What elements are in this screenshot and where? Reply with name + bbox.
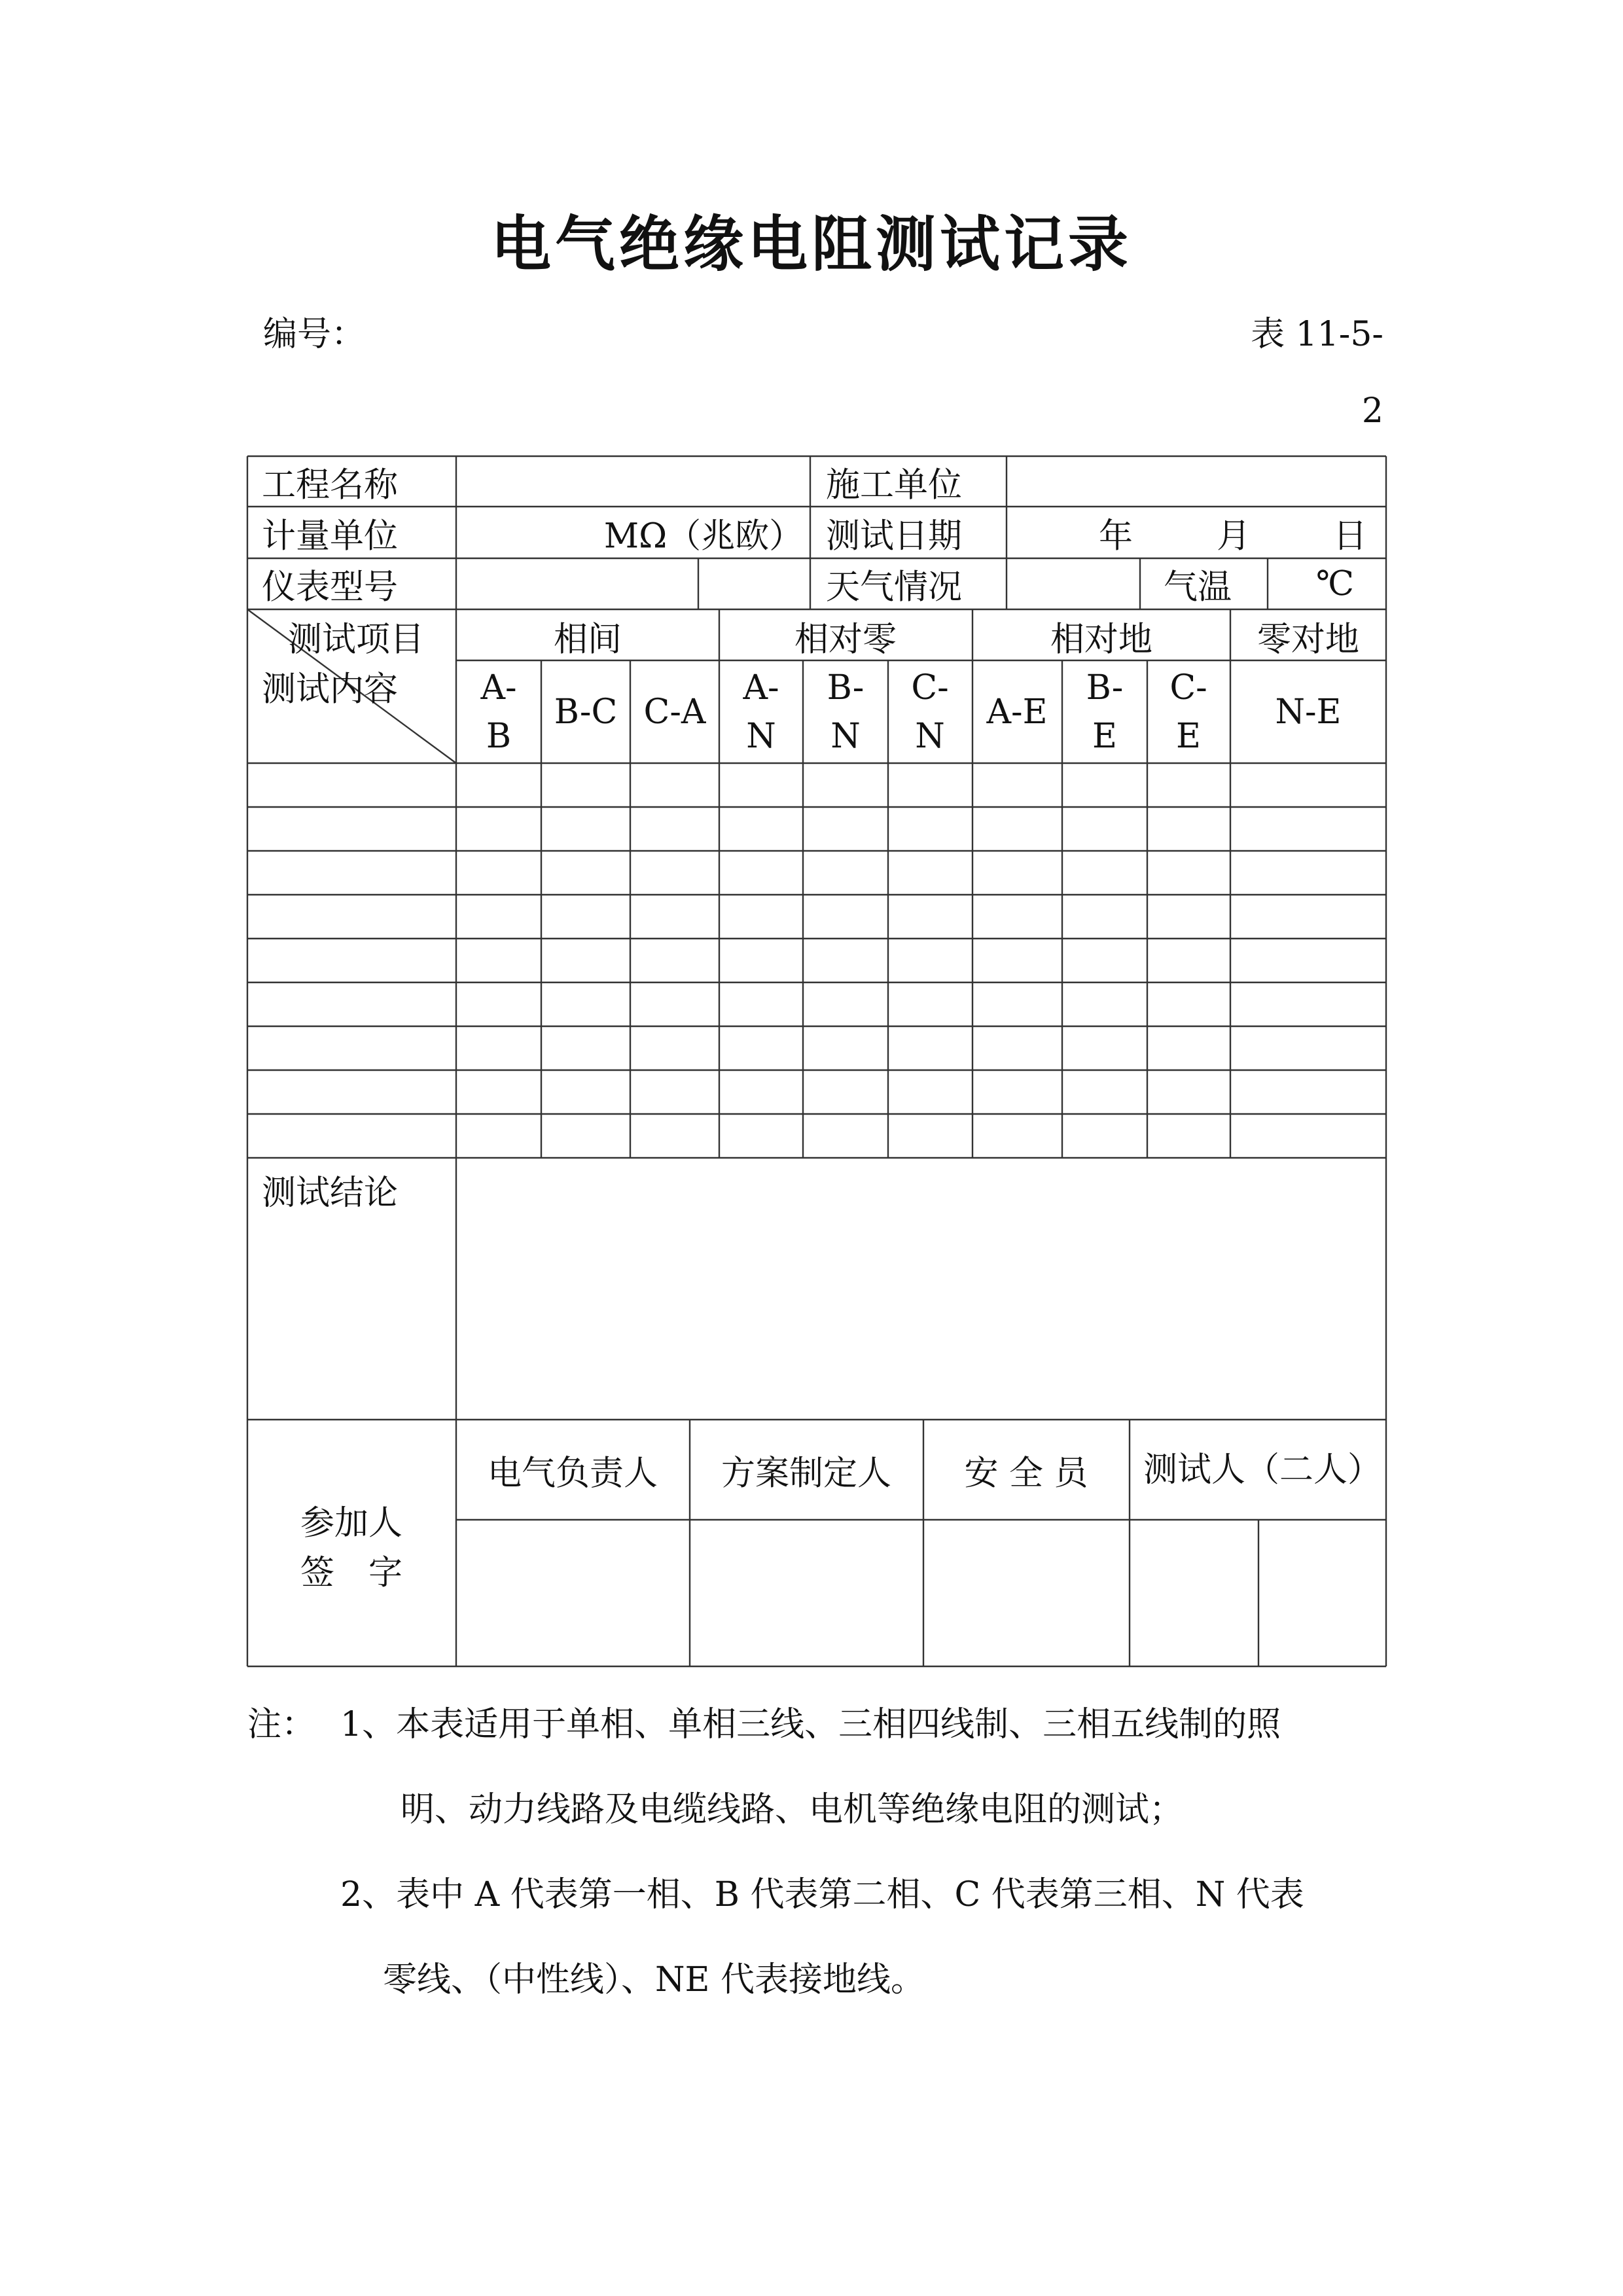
measurement-unit-value: MΩ（兆欧） xyxy=(603,516,804,556)
weather-label: 天气情况 xyxy=(826,567,963,607)
group-header: 相间 xyxy=(553,620,622,660)
temperature-label: 气温 xyxy=(1163,567,1232,607)
subcol-header: B-E xyxy=(1086,668,1124,756)
signature-label: 签 字 xyxy=(300,1553,403,1593)
note-1: 1、本表适用于单相、单相三线、三相四线制、三相五线制的照 xyxy=(340,1705,1281,1744)
form-number-suffix: 2 xyxy=(1361,391,1383,431)
instrument-model-label: 仪表型号 xyxy=(262,567,399,607)
test-conclusion-label: 测试结论 xyxy=(262,1174,399,1213)
note-2-continued: 零线、（中性线）、NE 代表接地线。 xyxy=(383,1960,925,2000)
serial-number-label: 编号： xyxy=(263,315,366,354)
subcol-header: A-N xyxy=(743,668,779,756)
notes-prefix: 注： xyxy=(247,1705,316,1744)
measurement-unit-label: 计量单位 xyxy=(262,516,399,556)
subcol-header: C-E xyxy=(1169,668,1207,756)
subcol-header: C-N xyxy=(911,668,949,756)
group-header: 相对零 xyxy=(794,620,897,660)
construction-unit-label: 施工单位 xyxy=(826,465,963,505)
test-item-label: 测试项目 xyxy=(288,620,425,660)
test-content-label: 测试内容 xyxy=(262,670,399,709)
signer-header: 方案制定人 xyxy=(721,1454,892,1494)
test-date-label: 测试日期 xyxy=(826,516,963,556)
subcol-header: B-N xyxy=(827,668,865,756)
signer-header: 电气负责人 xyxy=(487,1454,658,1494)
signer-header: 安 全 员 xyxy=(964,1454,1088,1494)
subcol-header: N-E xyxy=(1275,692,1342,732)
subcol-header: A-B xyxy=(480,668,517,756)
participants-label: 参加人 xyxy=(300,1503,403,1543)
document-title: 电气绝缘电阻测试记录 xyxy=(490,209,1132,279)
subcol-header: B-C xyxy=(554,692,618,732)
signer-header: 测试人（二人） xyxy=(1143,1450,1382,1490)
celsius-unit: ℃ xyxy=(1315,564,1355,603)
form-number: 表 11-5- xyxy=(1251,315,1383,354)
subcol-header: A-E xyxy=(986,692,1048,732)
date-day-label: 日 xyxy=(1332,516,1368,556)
subcol-header: C-A xyxy=(643,692,706,732)
note-1-continued: 明、动力线路及电缆线路、电机等绝缘电阻的测试； xyxy=(401,1790,1184,1829)
group-header: 零对地 xyxy=(1257,620,1360,660)
date-year-label: 年 xyxy=(1098,516,1133,556)
group-header: 相对地 xyxy=(1050,620,1153,660)
note-2: 2、表中 A 代表第一相、B 代表第二相、C 代表第三相、N 代表 xyxy=(340,1875,1304,1914)
date-month-label: 月 xyxy=(1216,516,1251,556)
project-name-label: 工程名称 xyxy=(262,465,399,505)
